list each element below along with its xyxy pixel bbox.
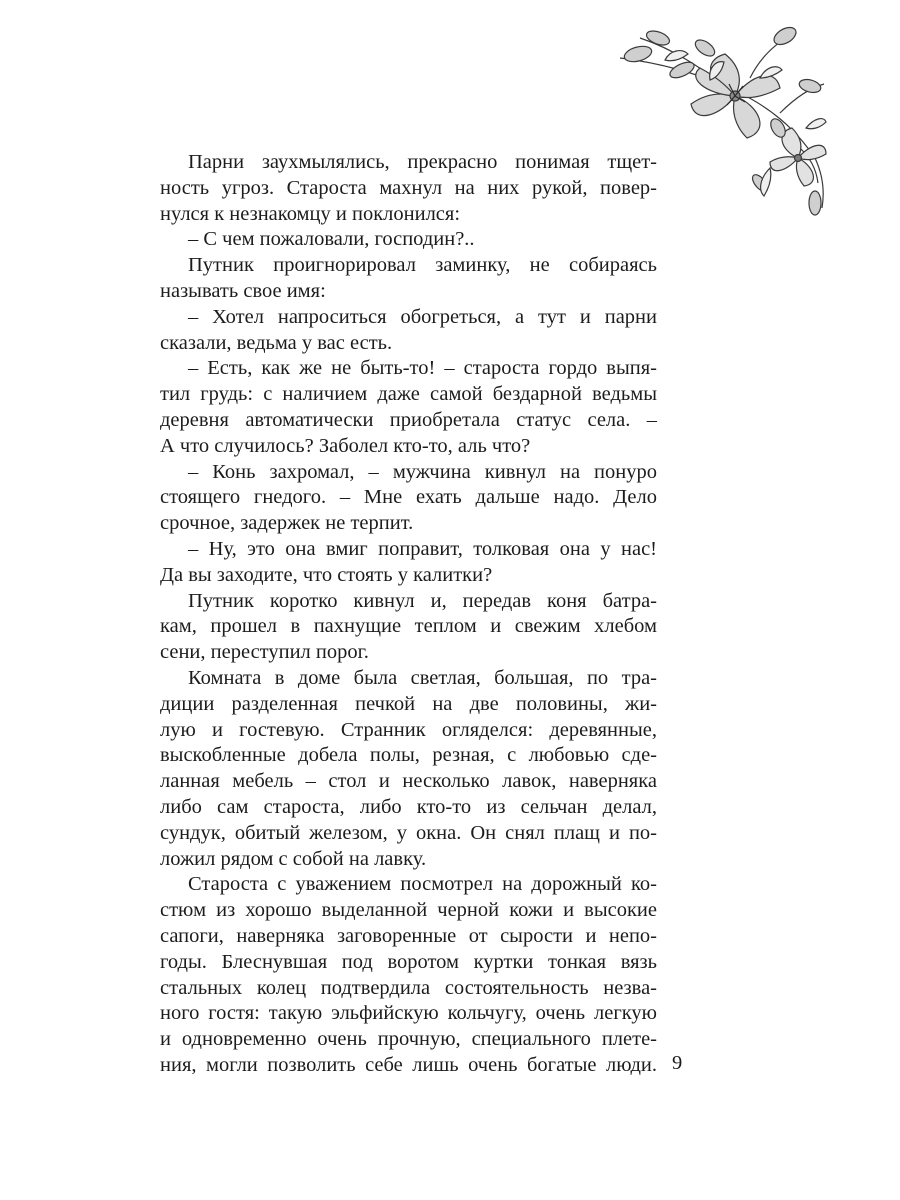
text-line: срочное, задержек не терпит. bbox=[160, 512, 414, 535]
text-line: сени, переступил порог. bbox=[160, 641, 369, 664]
text-line: ложил рядом с собой на лавку. bbox=[160, 847, 427, 870]
text-line: тил грудь: с наличием даже самой бездарной ведьмы bbox=[160, 383, 657, 406]
text-line: нулся к незнакомцу и поклонился: bbox=[160, 202, 461, 225]
text-line: сапоги, наверняка заговоренные от сырости и непо- bbox=[160, 924, 657, 947]
text-line: Путник коротко кивнул и, передав коня батра- bbox=[188, 589, 657, 612]
text-line: ланная мебель – стол и несколько лавок, наверняка bbox=[160, 770, 657, 793]
text-line: выскобленные добела полы, резная, с любовью сде- bbox=[160, 744, 657, 767]
text-line: кам, прошел в пахнущие теплом и свежим хлебом bbox=[160, 615, 657, 638]
text-line: Путник проигнорировал заминку, не собираясь bbox=[188, 254, 657, 277]
text-line: лую и гостевую. Странник огляделся: деревянные, bbox=[160, 718, 657, 741]
text-line: стюм из хорошо выделанной черной кожи и высокие bbox=[160, 899, 657, 922]
text-line: – Есть, как же не быть-то! – староста гордо выпя- bbox=[188, 357, 657, 380]
text-line: – Конь захромал, – мужчина кивнул на понуро bbox=[188, 460, 657, 483]
text-line: деревня автоматически приобретала статус села. – bbox=[160, 408, 657, 431]
text-line: ность угроз. Староста махнул на них рукой, повер- bbox=[160, 176, 657, 199]
text-line: ния, могли позволить себе лишь очень богатые люди. bbox=[160, 1053, 657, 1076]
text-line: – С чем пожаловали, господин?.. bbox=[188, 228, 475, 251]
text-line: стоящего гнедого. – Мне ехать дальше надо. Дело bbox=[160, 486, 657, 509]
text-line: стальных колец подтвердила состоятельность незва- bbox=[160, 976, 657, 999]
text-line: диции разделенная печкой на две половины, жи- bbox=[160, 692, 657, 715]
text-line: А что случилось? Заболел кто-то, аль что? bbox=[160, 434, 531, 457]
text-line: либо сам староста, либо кто-то из сельчан делал, bbox=[160, 795, 657, 818]
text-line: Да вы заходите, что стоять у калитки? bbox=[160, 563, 493, 586]
text-line: – Ну, это она вмиг поправит, толковая она у нас! bbox=[188, 537, 657, 560]
body-text bbox=[160, 150, 657, 1079]
page-number: 9 bbox=[672, 1052, 683, 1074]
text-line: называть свое имя: bbox=[160, 279, 326, 302]
text-line: Староста с уважением посмотрел на дорожный ко- bbox=[188, 873, 657, 896]
text-line: ного гостя: такую эльфийскую кольчугу, очень легкую bbox=[160, 1002, 657, 1025]
text-line: сказали, ведьма у вас есть. bbox=[160, 331, 393, 354]
text-line: и одновременно очень прочную, специального плете- bbox=[160, 1028, 657, 1051]
text-line: сундук, обитый железом, у окна. Он снял плащ и по- bbox=[160, 821, 657, 844]
text-line: Комната в доме была светлая, большая, по тра- bbox=[188, 666, 657, 689]
text-line: – Хотел напроситься обогреться, а тут и парни bbox=[188, 305, 657, 328]
text-line: годы. Блеснувшая под воротом куртки тонкая вязь bbox=[160, 950, 657, 973]
text-line: Парни заухмылялись, прекрасно понимая тщет- bbox=[188, 151, 657, 173]
